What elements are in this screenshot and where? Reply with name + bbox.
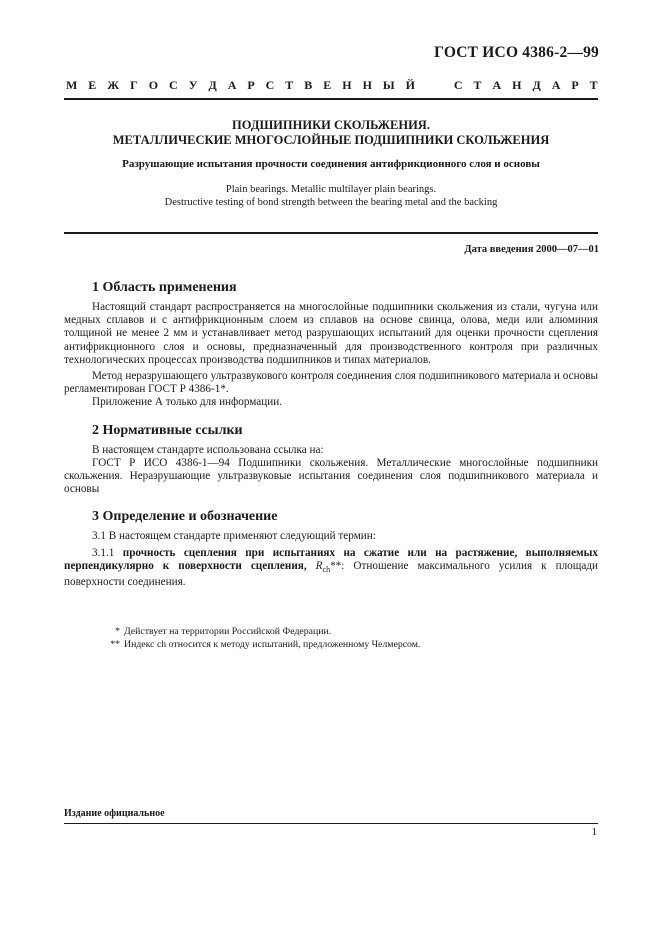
section-3-heading: 3 Определение и обозначение xyxy=(92,509,278,525)
banner-letter: Т xyxy=(589,78,598,92)
section-1-paragraph-3: Приложение А только для информации. xyxy=(92,396,283,409)
title-line-1: ПОДШИПНИКИ СКОЛЬЖЕНИЯ. xyxy=(232,118,430,132)
title-line-2: МЕТАЛЛИЧЕСКИЕ МНОГОСЛОЙНЫЕ ПОДШИПНИКИ СКОЛЬЖЕНИЯ xyxy=(112,133,550,147)
banner-letter xyxy=(426,78,429,93)
banner-letter: Т xyxy=(285,78,294,92)
footnote xyxy=(64,638,598,651)
banner-letter: С xyxy=(453,78,463,92)
banner-letter xyxy=(440,78,443,93)
main-content xyxy=(64,279,598,589)
section-1-paragraph-2: Метод неразрушающего ультразвукового контроля соединения слоя подшипникового материала и основы регламентирован ГОСТ Р 4386-1*. xyxy=(64,370,598,396)
bottom-rule xyxy=(64,823,598,824)
title-block xyxy=(64,118,598,209)
top-rule xyxy=(64,98,598,100)
banner-letter: Н xyxy=(342,78,352,92)
section-3-definition xyxy=(64,547,598,590)
banner-letter: Д xyxy=(208,78,217,92)
banner-letter: Г xyxy=(130,78,138,92)
definition-number: 3.1.1 xyxy=(92,546,115,559)
footnote-text: Действует на территории Российской Федерации. xyxy=(124,626,332,637)
english-title-line-2: Destructive testing of bond strength between the bearing metal and the backing xyxy=(164,197,498,208)
banner-letter: А xyxy=(551,78,561,92)
footnote xyxy=(64,625,598,638)
banner-letter: С xyxy=(169,78,178,92)
subtitle: Разрушающие испытания прочности соединения антифрикционного слоя и основы xyxy=(122,158,540,170)
section-3-paragraph-1: 3.1 В настоящем стандарте применяют следующий термин: xyxy=(92,530,376,543)
definition-text: Отношение максимального усилия к площади поверхности соединения. xyxy=(64,559,598,589)
official-edition-label: Издание официальное xyxy=(64,808,165,819)
definition-footnote-mark: **: xyxy=(330,559,345,572)
banner-letter: О xyxy=(148,78,159,92)
banner-letter: Р xyxy=(247,78,255,92)
banner-letter: Ж xyxy=(107,78,120,92)
section-2-paragraph-2: ГОСТ Р ИСО 4386-1—94 Подшипники скольжения. Металлические многослойные подшипники скольжения. Неразрушающие ультразвуковые испытания соединения слоя подшипникового материала и основы xyxy=(64,456,598,496)
banner-letter: Й xyxy=(405,78,415,92)
banner-letter: Ы xyxy=(382,78,395,92)
banner-letter: М xyxy=(66,78,78,92)
banner-letter: А xyxy=(227,78,237,92)
banner-letter: А xyxy=(492,78,502,92)
interstate-standard-banner xyxy=(66,78,598,93)
banner-letter: Е xyxy=(88,78,97,92)
footnote-mark: * xyxy=(115,626,120,637)
english-title-line-1: Plain bearings. Metallic multilayer plain bearings. xyxy=(225,184,437,195)
banner-letter: Р xyxy=(571,78,579,92)
banner-letter: Д xyxy=(532,78,541,92)
footnote-mark: ** xyxy=(110,639,120,650)
definition-term: прочность сцепления при испытаниях на сжатие или на растяжение, выполняемых перпендикулярно к поверхности сцепления, xyxy=(64,546,599,572)
banner-letter: Н xyxy=(362,78,372,92)
definition-symbol-index: ch xyxy=(322,565,331,575)
banner-letter: У xyxy=(188,78,198,92)
banner-letter: Н xyxy=(512,78,522,92)
standard-number: ГОСТ ИСО 4386-2—99 xyxy=(434,44,599,61)
footnotes xyxy=(64,625,598,651)
middle-rule xyxy=(64,232,598,234)
section-2-heading: 2 Нормативные ссылки xyxy=(92,422,243,438)
introduction-date: Дата введения 2000—07—01 xyxy=(464,244,599,255)
section-1-heading: 1 Область применения xyxy=(92,280,237,295)
definition-symbol: R xyxy=(315,559,323,572)
section-2-paragraph-1: В настоящем стандарте использована ссылка на: xyxy=(92,443,324,456)
banner-letter: С xyxy=(265,78,275,92)
footnote-text: Индекс ch относится к методу испытаний, предложенному Челмерсом. xyxy=(124,639,421,650)
banner-letter: В xyxy=(304,78,313,92)
banner-letter: Т xyxy=(473,78,482,92)
page-number: 1 xyxy=(591,826,597,838)
section-1-paragraph-1: Настоящий стандарт распространяется на многослойные подшипники скольжения из стали, чугуна или медных сплавов и с антифрикционным слоем из сплавов на основе свинца, олова, меди или алюминия толщиной не менее 2 мм и устанавливает метод разрушающих испытаний для оценки прочности сцепления антифрикционного слоя и основы, предназначенный для производственного контроля при различных технологических процессах производства подшипников и типах материалов. xyxy=(64,301,598,366)
banner-letter: Е xyxy=(323,78,332,92)
